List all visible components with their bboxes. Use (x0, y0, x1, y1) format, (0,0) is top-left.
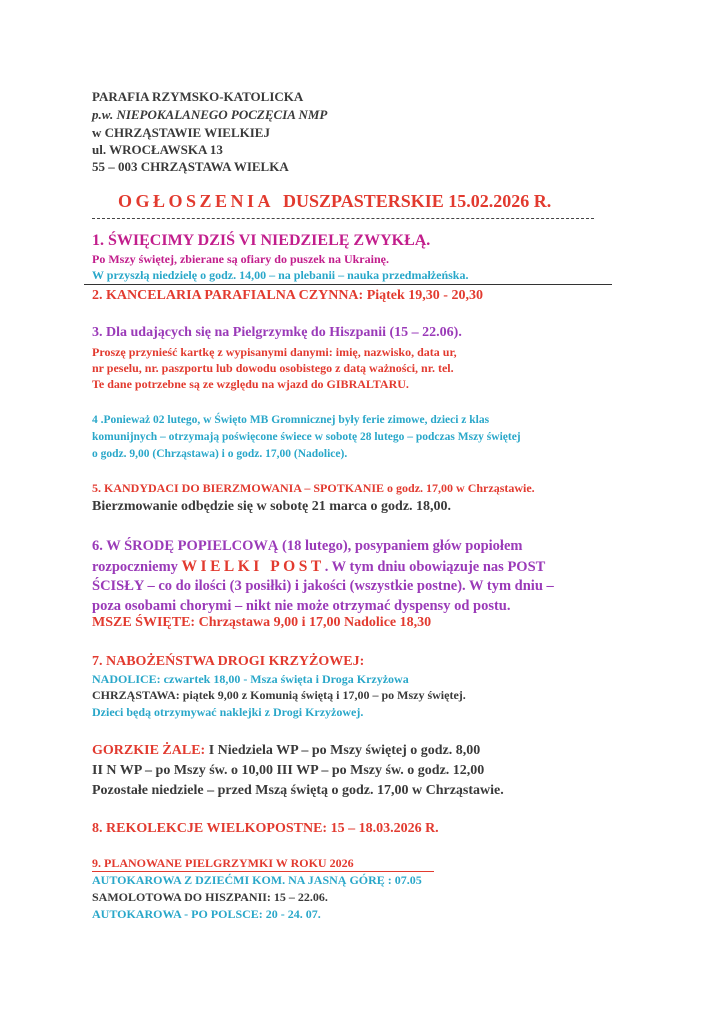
page-title (118, 192, 551, 210)
parish-dedication: p.w. NIEPOKALANEGO POCZĘCIA NMP (92, 107, 328, 122)
gorzkie-line3: Pozostałe niedziele – przed Mszą świętą o godz. 17,00 w Chrząstawie. (92, 783, 504, 798)
wielki-post-label: WIELKI POST (181, 558, 325, 575)
item5-line1: Bierzmowanie odbędzie się w sobotę 21 marca o godz. 18,00. (92, 499, 452, 514)
parish-name: PARAFIA RZYMSKO-KATOLICKA (92, 89, 304, 104)
item3-line2: nr peselu, nr. paszportu lub dowodu osobistego z datą ważności, nr. tel. (92, 361, 454, 375)
page-title-spaced: OGŁOSZENIA (118, 191, 275, 211)
page-title-rest: DUSZPASTERSKIE 15.02.2026 R. (283, 191, 552, 211)
item3-heading: 3. Dla udających się na Pielgrzymkę do Hiszpanii (15 – 22.06). (92, 325, 462, 340)
item1-heading: 1. ŚWIĘCIMY DZIŚ VI NIEDZIELĘ ZWYKŁĄ. (92, 232, 431, 249)
item8-heading: 8. REKOLEKCJE WIELKOPOSTNE: 15 – 18.03.2026 R. (92, 821, 439, 836)
item1-line1: Po Mszy świętej, zbierane są ofiary do puszek na Ukrainę. (92, 252, 389, 266)
item6-line2-start: rozpoczniemy (92, 559, 182, 575)
item1-divider (84, 284, 612, 285)
item6-line2 (92, 559, 545, 575)
item6-line4: poza osobami chorymi – nikt nie może otrzymać dyspensy od postu. (92, 598, 511, 614)
item7-line1: NADOLICE: czwartek 18,00 - Msza święta i Droga Krzyżowa (92, 672, 409, 686)
item6-line2-end: . W tym dniu obowiązuje nas POST (324, 559, 546, 575)
gorzkie-line1-text: I Niedziela WP – po Mszy świętej o godz. 8,00 (205, 743, 481, 758)
item1-line2: W przyszłą niedzielę o godz. 14,00 – na plebanii – nauka przedmałżeńska. (92, 268, 469, 282)
item9-line1: AUTOKAROWA Z DZIEĆMI KOM. NA JASNĄ GÓRĘ : 07.05 (92, 873, 422, 887)
item7-line2: CHRZĄSTAWA: piątek 9,00 z Komunią świętą i 17,00 – po Mszy świętej. (92, 688, 466, 702)
item9-line3: AUTOKAROWA - PO POLSCE: 20 - 24. 07. (92, 907, 321, 921)
parish-town: w CHRZĄSTAWIE WIELKIEJ (92, 125, 270, 140)
item7-heading: 7. NABOŻEŃSTWA DROGI KRZYŻOWEJ: (92, 654, 365, 669)
gorzkie-label: GORZKIE ŻALE: (92, 743, 206, 758)
item6-line1: 6. W ŚRODĘ POPIELCOWĄ (18 lutego), posypaniem głów popiołem (92, 538, 523, 554)
parish-street: ul. WROCŁAWSKA 13 (92, 142, 223, 157)
item2-heading: 2. KANCELARIA PARAFIALNA CZYNNA: Piątek 19,30 - 20,30 (92, 288, 483, 303)
item9-line2: SAMOLOTOWA DO HISZPANII: 15 – 22.06. (92, 890, 328, 904)
item6-line3: ŚCISŁY – co do ilości (3 posiłki) i jakości (wszystkie postne). W tym dniu – (92, 578, 554, 594)
item4-line1: 4 .Ponieważ 02 lutego, w Święto MB Gromnicznej były ferie zimowe, dzieci z klas (92, 414, 490, 426)
item7-line3: Dzieci będą otrzymywać naklejki z Drogi Krzyżowej. (92, 705, 364, 719)
item3-line1: Proszę przynieść kartkę z wypisanymi danymi: imię, nazwisko, data ur, (92, 345, 457, 359)
item9-underline (92, 871, 434, 872)
title-divider (92, 218, 594, 219)
item6-masses: MSZE ŚWIĘTE: Chrząstawa 9,00 i 17,00 Nadolice 18,30 (92, 615, 432, 630)
item9-heading: 9. PLANOWANE PIELGRZYMKI W ROKU 2026 (92, 856, 354, 870)
item3-line3: Te dane potrzebne są ze względu na wjazd do GIBRALTARU. (92, 377, 409, 391)
item4-line2: komunijnych – otrzymają poświęcone świece w sobotę 28 lutego – podczas Mszy świętej (92, 431, 521, 443)
gorzkie-line2: II N WP – po Mszy św. o 10,00 III WP – po Mszy św. o godz. 12,00 (92, 763, 485, 778)
gorzkie-line1 (92, 744, 480, 758)
item5-heading: 5. KANDYDACI DO BIERZMOWANIA – SPOTKANIE o godz. 17,00 w Chrząstawie. (92, 481, 535, 495)
parish-postal: 55 – 003 CHRZĄSTAWA WIELKA (92, 159, 289, 174)
item4-line3: o godz. 9,00 (Chrząstawa) i o godz. 17,00 (Nadolice). (92, 448, 348, 460)
